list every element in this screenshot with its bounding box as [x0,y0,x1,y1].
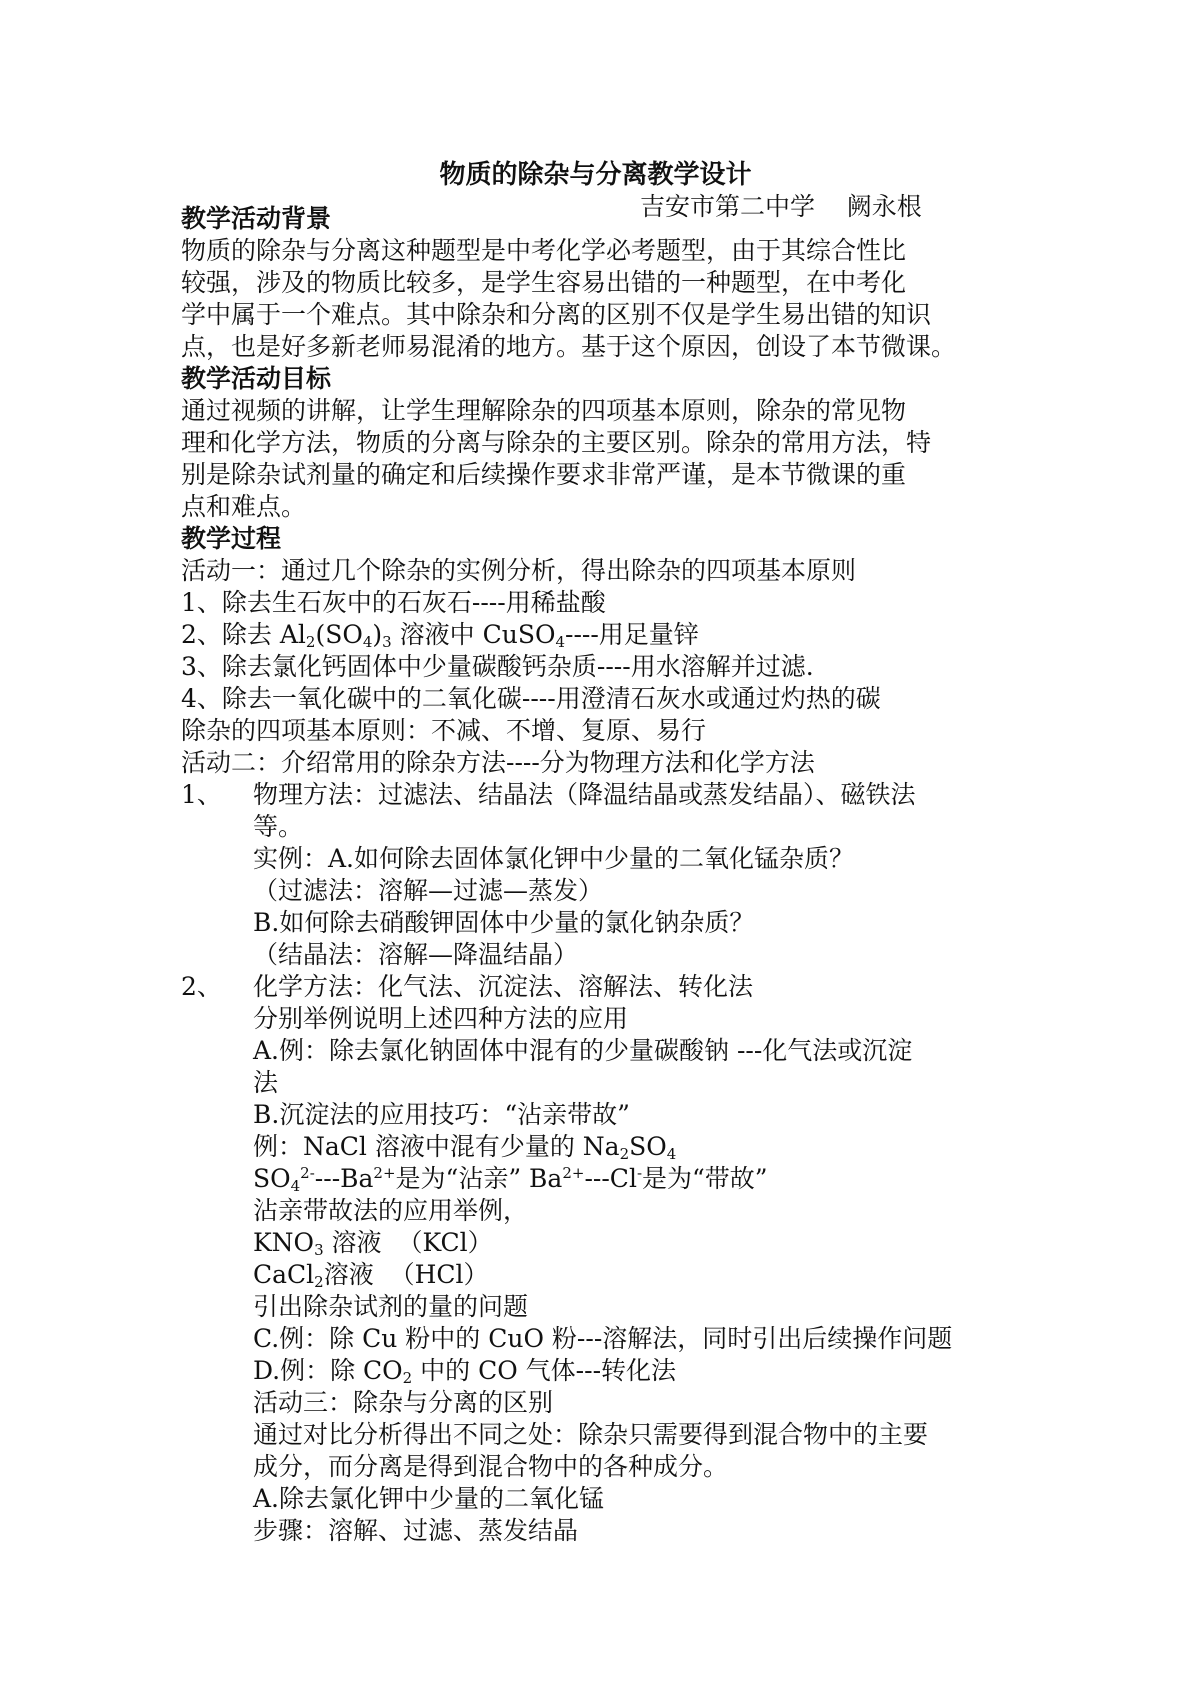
example-line: 实例：A.如何除去固体氯化钾中少量的二氧化锰杂质？ [253,844,855,873]
method-line: 分别举例说明上述四种方法的应用 [253,1004,629,1033]
activity3-intro: 活动三：除杂与分离的区别 [253,1388,554,1417]
activity3-line: 通过对比分析得出不同之处：除杂只需要得到混合物中的主要 [253,1420,929,1449]
method-line: D.例：除 $CO_2$ 中的 CO 气体---转化法 [253,1356,677,1387]
paragraph-line: 学中属于一个难点。其中除杂和分离的区别不仅是学生易出错的知识 [181,300,932,329]
activity2-intro: 活动二：介绍常用的除杂方法----分为物理方法和化学方法 [181,748,815,777]
paragraph-line: 物质的除杂与分离这种题型是中考化学必考题型，由于其综合性比 [181,236,907,265]
method-line: C.例：除 Cu 粉中的 CuO 粉---溶解法，同时引出后续操作问题 [253,1324,953,1353]
activity1-item: 1、除去生石灰中的石灰石----用稀盐酸 [181,588,606,617]
paragraph-line: 别是除杂试剂量的确定和后续操作要求非常严谨，是本节微课的重 [181,460,907,489]
activity1-item: 2、除去 $Al_2(SO_4)_3$ 溶液中 CuSO$_4$----用足量锌 [181,620,699,651]
activity1-intro: 活动一：通过几个除杂的实例分析，得出除杂的四项基本原则 [181,556,857,585]
background-section [181,203,1021,1547]
section-heading: 教学活动背景 [181,204,332,233]
section-heading: 教学过程 [181,524,282,553]
activity1-item: 3、除去氯化钙固体中少量碳酸钙杂质----用水溶解并过滤. [181,652,814,681]
chemical-method-line: 2、 化学方法：化气法、沉淀法、溶解法、转化法 [181,972,754,1001]
paragraph-line: 理和化学方法，物质的分离与除杂的主要区别。除杂的常用方法，特 [181,428,932,457]
method-line: 引出除杂试剂的量的问题 [253,1292,529,1321]
method-line: 沾亲带故法的应用举例， [253,1196,529,1225]
paragraph-line: 点和难点。 [181,492,307,521]
physical-method-line: 等。 [253,812,304,841]
activity3-line: A.除去氯化钾中少量的二氧化锰 [253,1484,605,1513]
example-answer: （过滤法：溶解—过滤—蒸发） [253,876,604,905]
principles-line: 除杂的四项基本原则：不减、不增、复原、易行 [181,716,707,745]
method-line: $KNO_3$ 溶液 （KCl） [253,1228,493,1259]
method-line: 例：NaCl 溶液中混有少量的 $Na_2SO_4$ [253,1132,677,1163]
example-line: B.如何除去硝酸钾固体中少量的氯化钠杂质？ [253,908,755,937]
paragraph-line: 较强，涉及的物质比较多，是学生容易出错的一种题型，在中考化 [181,268,907,297]
activity3-line: 步骤：溶解、过滤、蒸发结晶 [253,1516,579,1545]
activity3-line: 成分，而分离是得到混合物中的各种成分。 [253,1452,729,1481]
activity1-item: 4、除去一氧化碳中的二氧化碳----用澄清石灰水或通过灼热的碳 [181,684,881,713]
method-line: CaCl$_2$溶液 （HCl） [253,1260,489,1291]
paragraph-line: 通过视频的讲解，让学生理解除杂的四项基本原则，除杂的常见物 [181,396,907,425]
paragraph-line: 点，也是好多新老师易混淆的地方。基于这个原因，创设了本节微课。 [181,332,957,361]
author-line: 吉安市第二中学 阙永根 [640,192,922,221]
physical-method-line: 1、 物理方法：过滤法、结晶法（降温结晶或蒸发结晶）、磁铁法 [181,780,916,809]
method-line: B.沉淀法的应用技巧：“沾亲带故” [253,1100,630,1129]
document-title: 物质的除杂与分离教学设计 [439,160,752,190]
method-line: A.例：除去氯化钠固体中混有的少量碳酸钠 ---化气法或沉淀 [253,1036,913,1065]
example-answer: （结晶法：溶解—降温结晶） [253,940,579,969]
section-heading: 教学活动目标 [181,364,332,393]
method-line: 法 [253,1068,279,1097]
method-line: $SO_4^{2-}---Ba^{2+}$是为“沾亲” $Ba^{2+}---Cl^-$是为“带故” [253,1164,768,1195]
